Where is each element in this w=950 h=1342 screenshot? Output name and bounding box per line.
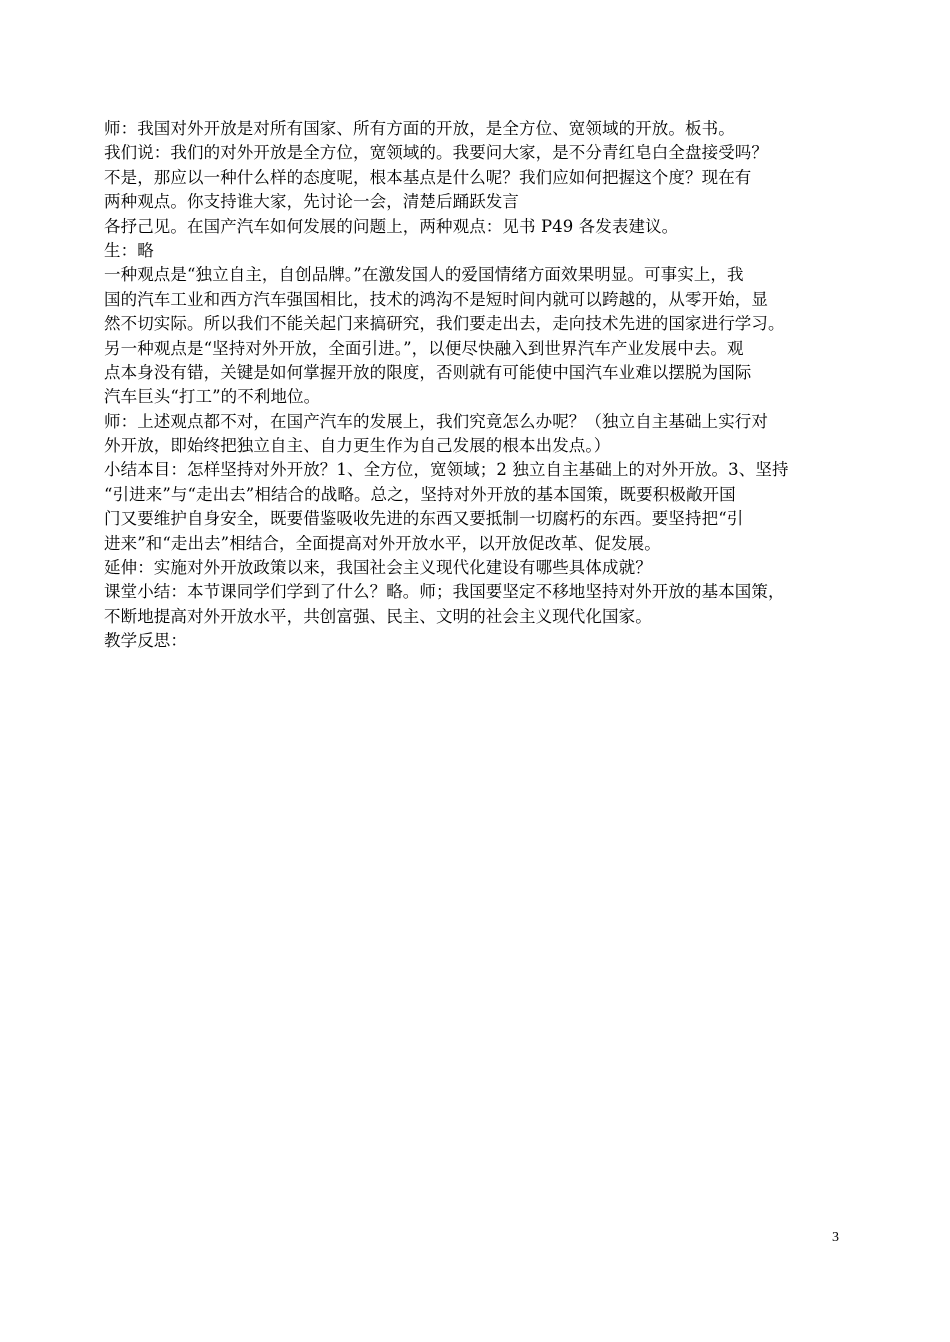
text-line: 不断地提高对外开放水平，共创富强、民主、文明的社会主义现代化国家。 [104, 606, 652, 626]
text-line: 外开放，即始终把独立自主、自力更生作为自己发展的根本出发点。） [104, 436, 611, 456]
text-line: 门又要维护自身安全，既要借鉴吸收先进的东西又要抵制一切腐朽的东西。要坚持把“引 [104, 509, 744, 529]
text-line: 然不切实际。所以我们不能关起门来搞研究，我们要走出去，走向技术先进的国家进行学习。 [104, 314, 785, 334]
text-line: 不是，那应以一种什么样的态度呢，根本基点是什么呢？我们应如何把握这个度？现在有 [104, 167, 752, 187]
body-text [104, 117, 849, 654]
text-line: 另一种观点是“坚持对外开放，全面引进。”，以便尽快融入到世界汽车产业发展中去。观 [104, 338, 744, 358]
text-line: 各抒己见。在国产汽车如何发展的问题上，两种观点：见书 P49 各发表建议。 [104, 216, 679, 236]
text-line: 教学反思： [104, 631, 187, 651]
text-line: 小结本目：怎样坚持对外开放？1、全方位，宽领域；2 独立自主基础上的对外开放。3、坚持 [104, 460, 789, 480]
text-line: 课堂小结：本节课同学们学到了什么？略。师；我国要坚定不移地坚持对外开放的基本国策， [104, 582, 785, 602]
text-line: 点本身没有错，关键是如何掌握开放的限度，否则就有可能使中国汽车业难以摆脱为国际 [104, 362, 752, 382]
text-line: 进来”和“走出去”相结合，全面提高对外开放水平，以开放促改革、促发展。 [104, 533, 661, 553]
page-number: 3 [832, 1230, 839, 1245]
text-line: 两种观点。你支持谁大家，先讨论一会，清楚后踊跃发言 [104, 192, 519, 212]
text-line: 生：略 [104, 240, 154, 260]
text-line: 师：上述观点都不对，在国产汽车的发展上，我们究竟怎么办呢？（独立自主基础上实行对 [104, 411, 768, 431]
text-line: 延伸：实施对外开放政策以来，我国社会主义现代化建设有哪些具体成就？ [104, 558, 652, 578]
text-line: “引进来”与“走出去”相结合的战略。总之，坚持对外开放的基本国策，既要积极敞开国 [104, 484, 736, 504]
text-line: 一种观点是“独立自主，自创品牌。”在激发国人的爱国情绪方面效果明显。可事实上，我 [104, 265, 744, 285]
text-line: 师：我国对外开放是对所有国家、所有方面的开放，是全方位、宽领域的开放。板书。 [104, 119, 735, 138]
text-line: 我们说：我们的对外开放是全方位，宽领域的。我要问大家，是不分青红皂白全盘接受吗？ [104, 143, 768, 163]
text-line: 汽车巨头“打工”的不利地位。 [104, 387, 321, 407]
text-line: 国的汽车工业和西方汽车强国相比，技术的鸿沟不是短时间内就可以跨越的，从零开始，显 [104, 289, 768, 309]
